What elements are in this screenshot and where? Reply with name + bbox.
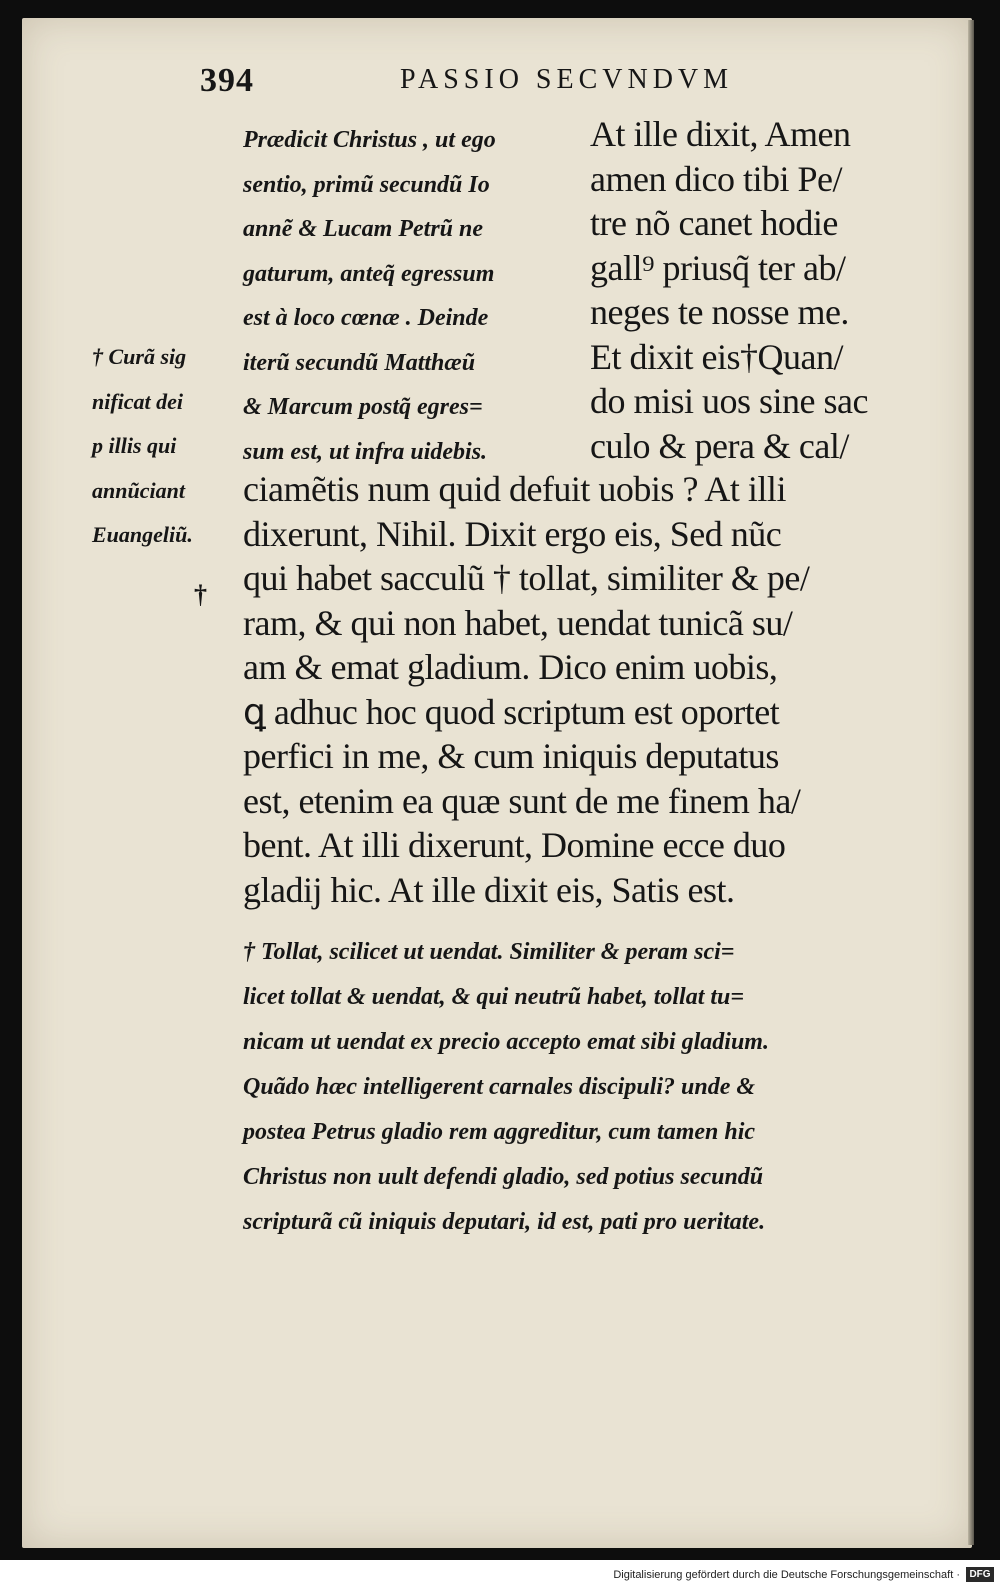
gloss-line: gaturum, anteq̃ egressum — [243, 260, 495, 287]
main-text-line: qui habet sacculũ † tollat, similiter & pe/ — [243, 558, 810, 598]
margin-note — [92, 335, 242, 558]
main-text-line: Et dixit eis†Quan/ — [590, 336, 843, 377]
folio-number: 394 — [200, 62, 254, 99]
margin-dagger-mark: † — [194, 580, 207, 609]
gloss-line: scripturã cũ iniquis deputari, id est, pati pro ueritate. — [243, 1209, 766, 1235]
gloss-line: licet tollat & uendat, & qui neutrũ habet, tollat tu= — [243, 984, 745, 1010]
footer-bar — [0, 1560, 1000, 1592]
margin-note-line: annũciant — [92, 477, 185, 503]
main-text-line: gall⁹ priusq̃ ter ab/ — [590, 247, 846, 288]
page-header — [200, 62, 820, 102]
main-text-column — [590, 112, 920, 468]
gloss-line: est à loco cœnæ . Deinde — [243, 305, 489, 331]
main-text-line: tre nõ canet hodie — [590, 203, 838, 243]
page-edge — [968, 20, 974, 1545]
main-text-line: neges te nosse me. — [590, 292, 849, 332]
main-text-line: perfici in me, & cum iniquis deputatus — [243, 736, 779, 776]
gloss-line: † Tollat, scilicet ut uendat. Similiter & peram sci= — [243, 939, 735, 965]
margin-note-line: Euangeliũ. — [92, 522, 193, 547]
main-text-line: ciamẽtis num quid defuit uobis ? At illi — [243, 469, 786, 509]
gloss-line: nicam ut uendat ex precio accepto emat sibi gladium. — [243, 1029, 769, 1055]
margin-note-line: p illis qui — [92, 433, 177, 458]
main-text-line: do misi uos sine sac — [590, 381, 868, 421]
gloss-bottom — [243, 930, 933, 1245]
main-text-line: ram, & qui non habet, uendat tunicã su/ — [243, 602, 793, 643]
main-text-line: ꝗ adhuc hoc quod scriptum est oportet — [243, 691, 780, 732]
main-text-line: dixerunt, Nihil. Dixit ergo eis, Sed nũc — [243, 513, 782, 554]
gloss-line: & Marcum postq̃ egres= — [243, 394, 483, 420]
main-text-line: am & emat gladium. Dico enim uobis, — [243, 647, 778, 687]
running-head: PASSIO SECVNDVM — [400, 64, 734, 95]
gloss-line: sum est, ut infra uidebis. — [243, 438, 488, 465]
gloss-line: Quãdo hæc intelligerent carnales discipuli? unde & — [243, 1074, 756, 1100]
funding-credit: Digitalisierung gefördert durch die Deutsche Forschungsgemeinschaft · — [613, 1569, 960, 1581]
margin-note-line: nificat dei — [92, 388, 184, 414]
gloss-top — [243, 118, 578, 474]
main-text-full — [243, 467, 923, 912]
main-text-line: bent. At illi dixerunt, Domine ecce duo — [243, 825, 786, 865]
main-text-line: At ille dixit, Amen — [590, 114, 851, 154]
gloss-line: Christus non uult defendi gladio, sed potius secundũ — [243, 1164, 764, 1190]
gloss-line: Prædicit Christus , ut ego — [243, 127, 496, 153]
main-text-line: culo & pera & cal/ — [590, 425, 849, 466]
gloss-line: annẽ & Lucam Petrũ ne — [243, 216, 484, 242]
main-text-line: est, etenim ea quæ sunt de me finem ha/ — [243, 780, 801, 821]
gloss-line: iterũ secundũ Matthæũ — [243, 349, 476, 376]
main-text-line: amen dico tibi Pe/ — [590, 158, 842, 199]
margin-note-line: † Curã sig — [92, 344, 187, 369]
gloss-line: sentio, primũ secundũ Io — [243, 171, 490, 198]
dfg-logo: DFG — [966, 1567, 994, 1582]
main-text-line: gladij hic. At ille dixit eis, Satis est. — [243, 869, 735, 910]
gloss-line: postea Petrus gladio rem aggreditur, cum tamen hic — [243, 1119, 756, 1145]
